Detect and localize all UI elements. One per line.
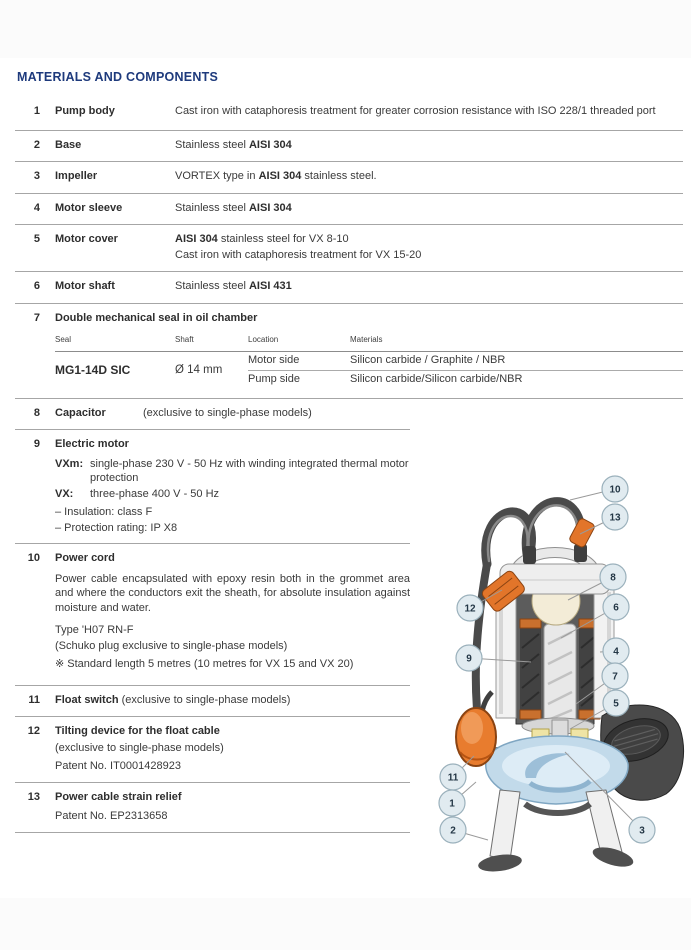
bold-text: Pump body — [55, 105, 115, 117]
callout-number: 5 — [613, 698, 619, 710]
item-text-block — [55, 724, 410, 740]
component-row-13 — [15, 783, 410, 833]
bold-text: Impeller — [55, 170, 98, 182]
text: Power cable encapsulated with epoxy resin both in the grommet area and where the conductors exit the sheath, for absolute insulation against moisture and water. — [55, 572, 410, 614]
callout-3 — [629, 817, 655, 843]
item-number: 13 — [27, 790, 40, 803]
item-text-block — [55, 572, 410, 616]
text: Patent No. EP2313658 — [55, 810, 168, 822]
description-line — [175, 232, 683, 248]
bold-text: Float switch — [55, 693, 119, 706]
item-text-block — [55, 693, 410, 709]
item-text-block — [55, 505, 410, 520]
description-line — [175, 169, 683, 185]
item-label — [55, 104, 160, 120]
item-text-block — [55, 311, 683, 327]
pump-figure — [430, 452, 691, 880]
text: (exclusive to single-phase models) — [55, 741, 224, 754]
callout-1 — [439, 790, 465, 816]
item-number: 9 — [33, 438, 40, 450]
text: Stainless steel — [175, 201, 249, 214]
item-body — [55, 693, 410, 709]
bold-text: Motor sleeve — [55, 201, 123, 214]
text: Stainless steel — [175, 280, 249, 292]
description-line — [175, 104, 683, 120]
bold-text: AISI 304 — [248, 201, 292, 214]
component-row-3 — [15, 162, 683, 194]
bold-text: AISI 304 — [248, 138, 292, 151]
component-row-10 — [15, 544, 410, 686]
component-row-7 — [15, 304, 683, 399]
bold-text: Motor cover — [55, 233, 118, 245]
bold-text: VX: — [55, 487, 74, 500]
callout-number: 10 — [609, 484, 621, 496]
callout-number: 4 — [613, 646, 619, 658]
item-text-block — [55, 437, 410, 453]
item-number: 10 — [27, 552, 40, 564]
component-row-4 — [15, 194, 683, 226]
item-text-block — [55, 759, 410, 774]
item-body — [55, 311, 683, 390]
text: three-phase 400 V - 50 Hz — [90, 487, 220, 500]
text: stainless steel. — [301, 170, 377, 182]
item-text-block — [55, 809, 410, 824]
callout-13 — [602, 504, 628, 530]
seal-table — [55, 332, 683, 390]
seal-location: Pump side — [248, 370, 350, 390]
seal-location: Motor side — [248, 353, 300, 366]
seal-table-header: Materials — [350, 335, 383, 344]
item-text-block — [55, 741, 410, 756]
callout-5 — [603, 690, 629, 716]
component-row-2 — [15, 131, 683, 163]
callout-11 — [440, 764, 466, 790]
motor-rotor-shaft — [544, 624, 576, 724]
callout-9 — [456, 645, 482, 671]
item-body — [55, 551, 410, 672]
item-description — [175, 169, 683, 185]
pump-drawing — [456, 502, 684, 874]
component-row-1 — [15, 96, 683, 131]
callout-10 — [602, 476, 628, 502]
callout-number: 9 — [466, 653, 472, 665]
seal-table-header-row — [55, 332, 683, 352]
callout-number: 12 — [464, 603, 476, 615]
seal-table-header: Location — [248, 335, 279, 344]
seal-table-body — [55, 352, 683, 390]
callout-number: 11 — [447, 772, 459, 784]
description-line — [175, 201, 683, 217]
text: (exclusive to single-phase models) — [143, 406, 312, 419]
item-text-block — [55, 457, 410, 486]
component-row-12 — [15, 717, 410, 783]
callout-number: 6 — [613, 602, 619, 614]
item-body — [55, 406, 410, 422]
item-text-block — [55, 657, 410, 672]
callout-8 — [600, 564, 626, 590]
callout-4 — [603, 638, 629, 664]
text: Type 'H07 RN-F — [55, 624, 134, 636]
callout-number: 7 — [612, 671, 618, 683]
bold-text: Base — [55, 138, 82, 151]
bold-text: Tilting device for the float cable — [55, 725, 220, 737]
text: ※ Standard length 5 metres (10 metres for VX 15 and VX 20) — [55, 658, 354, 670]
pump-cutaway-illustration — [430, 452, 691, 880]
item-text-block — [55, 623, 410, 638]
text: stainless steel for VX 8-10 — [217, 233, 349, 245]
text: – Insulation: class F — [55, 506, 153, 518]
seal-model: MG1-14D SIC — [55, 362, 131, 377]
item-label — [55, 138, 160, 154]
page-title: MATERIALS AND COMPONENTS — [17, 70, 219, 84]
seal-shaft-diameter: Ø 14 mm — [175, 363, 223, 376]
bold-text: Power cord — [55, 552, 115, 564]
item-description — [175, 138, 683, 154]
item-text-block — [55, 406, 410, 422]
item-number: 4 — [33, 201, 40, 214]
bold-text: AISI 304 — [175, 233, 218, 245]
page-background-band-top — [0, 0, 691, 58]
item-description — [175, 201, 683, 217]
text: Stainless steel — [175, 138, 249, 151]
description-line — [175, 138, 683, 154]
bold-text: Double mechanical seal in oil chamber — [55, 311, 258, 324]
callout-6 — [603, 594, 629, 620]
item-number: 12 — [27, 725, 40, 737]
component-row-9 — [15, 430, 410, 544]
item-label — [55, 169, 160, 185]
description-line — [175, 248, 683, 264]
item-body — [55, 724, 410, 774]
item-number: 3 — [33, 170, 40, 182]
item-body — [55, 437, 410, 535]
bold-text: Motor shaft — [55, 280, 115, 292]
bold-text: AISI 431 — [248, 280, 292, 292]
bold-text: Power cable strain relief — [55, 790, 182, 803]
item-text-block — [55, 521, 410, 536]
item-body — [55, 790, 410, 824]
item-description — [175, 232, 683, 263]
text: (Schuko plug exclusive to single-phase models) — [55, 639, 288, 652]
text: single-phase 230 V - 50 Hz with winding integrated thermal motor protection — [90, 457, 409, 484]
text: VORTEX type in — [175, 170, 259, 182]
callout-number: 8 — [610, 572, 616, 584]
item-number: 8 — [33, 406, 40, 419]
item-label — [55, 232, 160, 263]
item-label — [55, 201, 160, 217]
callout-12 — [457, 595, 483, 621]
text: Patent No. IT0001428923 — [55, 760, 181, 772]
item-text-block — [55, 487, 410, 502]
text: (exclusive to single-phase models) — [118, 693, 291, 706]
page-background-band-bottom — [0, 898, 691, 950]
item-number: 6 — [33, 280, 40, 292]
callout-number: 1 — [449, 798, 455, 810]
callout-2 — [440, 817, 466, 843]
component-row-11 — [15, 686, 410, 718]
item-text-block — [55, 639, 410, 654]
text: – Protection rating: IP X8 — [55, 521, 178, 534]
description-line — [175, 279, 683, 295]
item-description — [175, 104, 683, 120]
callout-number: 2 — [450, 825, 456, 837]
component-row-8 — [15, 399, 410, 431]
item-description — [175, 279, 683, 295]
bold-text: VXm: — [55, 457, 84, 470]
bold-text: Electric motor — [55, 438, 129, 450]
component-row-6 — [15, 272, 683, 304]
item-number: 2 — [33, 138, 40, 151]
seal-materials: Silicon carbide/Silicon carbide/NBR — [350, 370, 683, 390]
item-number: 1 — [33, 105, 40, 117]
callout-number: 13 — [609, 512, 621, 524]
item-number: 7 — [33, 311, 40, 324]
text: Cast iron with cataphoresis treatment for greater corrosion resistance with ISO 228/1 threaded port — [175, 105, 656, 117]
item-label — [55, 279, 160, 295]
seal-table-header: Shaft — [175, 335, 194, 344]
item-number: 5 — [33, 233, 40, 245]
item-text-block — [55, 790, 410, 806]
callout-7 — [602, 663, 628, 689]
text: Cast iron with cataphoresis treatment for VX 15-20 — [175, 248, 422, 261]
callout-number: 3 — [639, 825, 645, 837]
bold-text: Capacitor — [55, 406, 106, 419]
item-text-block — [55, 551, 410, 567]
item-number: 11 — [28, 693, 40, 706]
seal-table-header: Seal — [55, 335, 72, 344]
seal-materials: Silicon carbide / Graphite / NBR — [350, 353, 506, 366]
bold-text: AISI 304 — [258, 170, 302, 182]
component-row-5 — [15, 225, 683, 272]
